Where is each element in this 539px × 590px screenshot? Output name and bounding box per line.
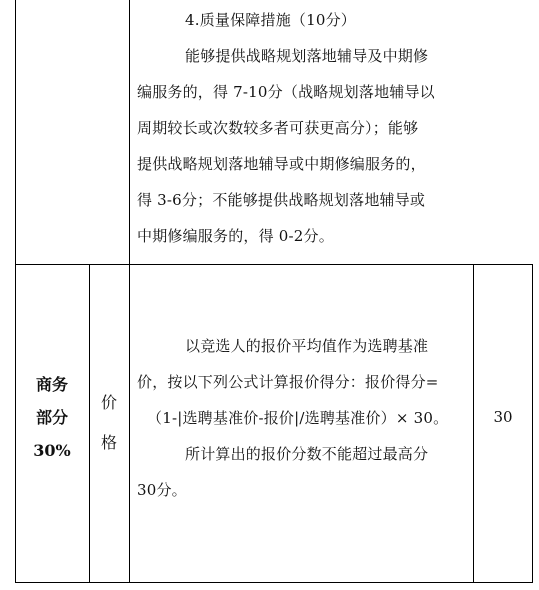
criteria-line: 中期修编服务的，得 0-2分。	[137, 227, 334, 245]
table-border-right	[532, 264, 533, 582]
table-divider-item	[129, 0, 130, 582]
item-line: 格	[100, 433, 117, 452]
table-row-divider	[15, 264, 533, 265]
item-line: 价	[100, 393, 117, 412]
criteria-line: 能够提供战略规划落地辅导及中期修	[185, 47, 429, 65]
category-line: 30%	[33, 441, 71, 460]
criteria-heading: 4.质量保障措施（10分）	[185, 11, 356, 29]
score-value: 30	[493, 408, 513, 426]
table-border-bottom	[15, 582, 533, 583]
price-scoring-description	[137, 328, 472, 508]
category-line: 商务	[35, 375, 68, 394]
table-border-left	[15, 0, 16, 582]
description-line: 以竞选人的报价平均值作为选聘基准	[185, 337, 429, 355]
description-line: 所计算出的报价分数不能超过最高分	[185, 445, 429, 463]
price-item-label	[90, 383, 128, 463]
description-line: （1-|选聘基准价-报价|/选聘基准价）× 30。	[147, 409, 449, 427]
quality-assurance-criteria	[137, 2, 467, 254]
criteria-line: 提供战略规划落地辅导或中期修编服务的，	[137, 155, 426, 173]
criteria-line: 得 3-6分；不能够提供战略规划落地辅导或	[137, 191, 426, 209]
description-line: 价，按以下列公式计算报价得分：报价得分=	[137, 373, 439, 391]
category-line: 部分	[35, 408, 68, 427]
criteria-line: 编服务的，得 7-10分（战略规划落地辅导以	[137, 83, 435, 101]
business-category-label	[16, 368, 88, 467]
criteria-line: 周期较长或次数较多者可获更高分）；能够	[137, 119, 419, 137]
description-line: 30分。	[137, 481, 187, 499]
